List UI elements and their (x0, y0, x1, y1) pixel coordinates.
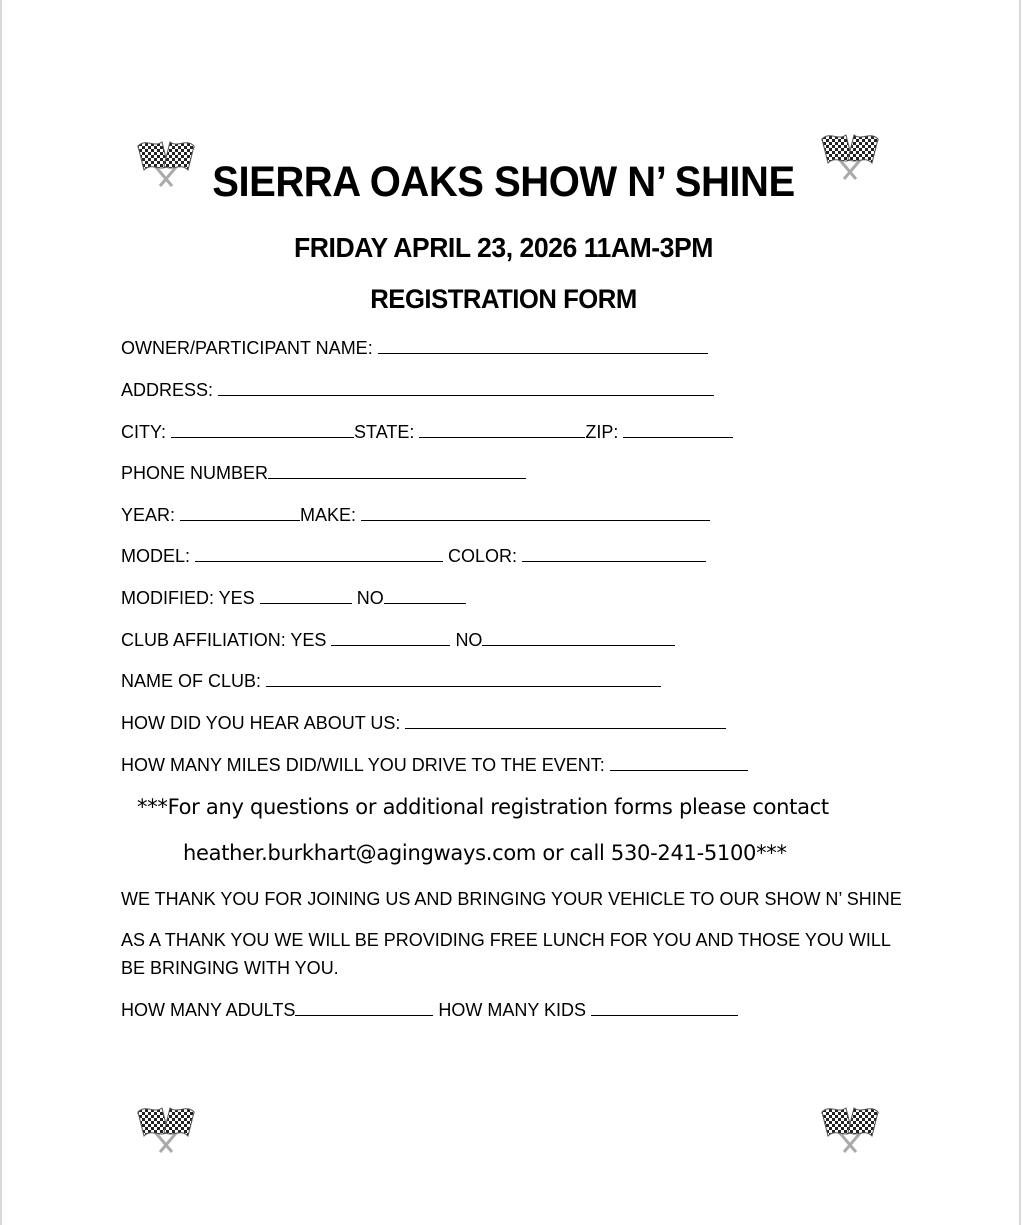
city-state-zip-row (121, 421, 733, 443)
thanks-line-3: BE BRINGING WITH YOU. (121, 958, 339, 978)
checkered-flags-icon (808, 1100, 892, 1156)
make-field[interactable] (361, 504, 710, 521)
hear-about-label: HOW DID YOU HEAR ABOUT US: (121, 713, 401, 733)
contact-line-2: heather.burkhart@agingways.com or call 530-241-5100*** (183, 841, 787, 865)
make-label: MAKE: (300, 505, 357, 525)
color-field[interactable] (522, 545, 706, 562)
miles-row (121, 754, 748, 776)
address-label: ADDRESS: (121, 380, 214, 400)
city-label: CITY: (121, 422, 167, 442)
modified-yes-label: MODIFIED: YES (121, 588, 255, 608)
checkered-flags-icon (124, 1100, 208, 1156)
adults-field[interactable] (295, 999, 433, 1016)
club-yes-label: CLUB AFFILIATION: YES (121, 630, 327, 650)
model-label: MODEL: (121, 546, 191, 566)
miles-field[interactable] (610, 754, 748, 771)
phone-row (121, 462, 526, 484)
thanks-line-2: AS A THANK YOU WE WILL BE PROVIDING FREE LUNCH FOR YOU AND THOSE YOU WILL (121, 930, 891, 950)
owner-name-field[interactable] (378, 337, 708, 354)
form-title: REGISTRATION FORM (370, 284, 637, 314)
zip-field[interactable] (623, 421, 733, 438)
phone-field[interactable] (268, 462, 526, 479)
city-field[interactable] (171, 421, 354, 438)
kids-label: HOW MANY KIDS (438, 1000, 587, 1020)
phone-label: PHONE NUMBER (121, 463, 269, 483)
club-name-label: NAME OF CLUB: (121, 671, 262, 691)
owner-name-label: OWNER/PARTICIPANT NAME: (121, 338, 373, 358)
page-edge (1019, 0, 1021, 1225)
year-label: YEAR: (121, 505, 176, 525)
kids-field[interactable] (591, 999, 738, 1016)
address-field[interactable] (218, 379, 714, 396)
modified-yes-field[interactable] (260, 587, 352, 604)
attendees-row (121, 999, 738, 1021)
year-field[interactable] (180, 504, 300, 521)
hear-about-row (121, 712, 726, 734)
state-field[interactable] (419, 421, 585, 438)
miles-label: HOW MANY MILES DID/WILL YOU DRIVE TO THE EVENT: (121, 755, 605, 775)
modified-no-label: NO (356, 588, 384, 608)
event-date: FRIDAY APRIL 23, 2026 11AM-3PM (294, 232, 713, 263)
address-row (121, 379, 714, 401)
page-edge (0, 0, 2, 1225)
hear-about-field[interactable] (405, 712, 726, 729)
owner-name-row (121, 337, 708, 359)
model-color-row (121, 545, 706, 567)
color-label: COLOR: (448, 546, 518, 566)
club-name-field[interactable] (266, 670, 661, 687)
model-field[interactable] (195, 545, 443, 562)
modified-row (121, 587, 466, 609)
club-name-row (121, 670, 661, 692)
thanks-line-1: WE THANK YOU FOR JOINING US AND BRINGING YOUR VEHICLE TO OUR SHOW N’ SHINE (121, 889, 902, 909)
zip-label: ZIP: (585, 422, 619, 442)
adults-label: HOW MANY ADULTS (121, 1000, 296, 1020)
contact-line-1: ***For any questions or additional registration forms please contact (137, 795, 829, 819)
modified-no-field[interactable] (384, 587, 466, 604)
year-make-row (121, 504, 710, 526)
club-no-label: NO (455, 630, 483, 650)
state-label: STATE: (354, 422, 415, 442)
club-no-field[interactable] (482, 629, 675, 646)
page-title: SIERRA OAKS SHOW N’ SHINE (212, 158, 795, 206)
club-affiliation-row (121, 629, 675, 651)
club-yes-field[interactable] (331, 629, 450, 646)
